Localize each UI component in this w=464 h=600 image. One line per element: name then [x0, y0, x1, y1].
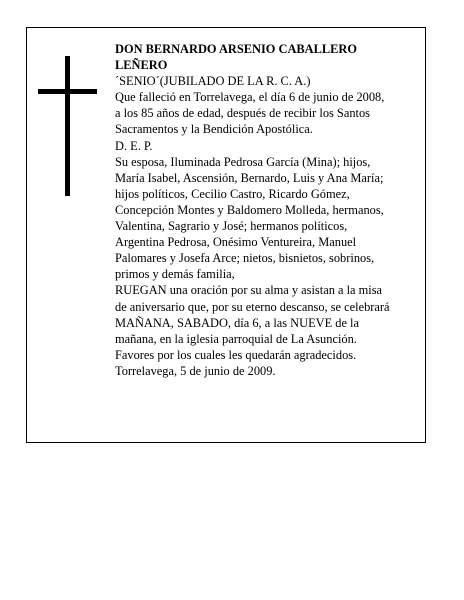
family-line: María Isabel, Ascensión, Bernardo, Luis y Ana María; [115, 170, 384, 185]
notice-text [115, 41, 421, 379]
deceased-name-line-2: LEÑERO [115, 58, 168, 73]
family-line: primos y demás familia, [115, 267, 235, 282]
request-line: mañana, en la iglesia parroquial de La Asunción. [115, 331, 357, 346]
dep-line: D. E. P. [115, 138, 153, 153]
cross-horizontal-bar [38, 89, 97, 94]
death-info-line: Sacramentos y la Bendición Apostólica. [115, 122, 313, 137]
family-line: Argentina Pedrosa, Onésimo Ventureira, Manuel [115, 235, 357, 250]
family-line: Su esposa, Iluminada Pedrosa García (Mina); hijos, [115, 154, 371, 169]
family-line: Valentina, Sagrario y José; hermanos políticos, [115, 219, 348, 234]
request-line: Favores por los cuales les quedarán agradecidos. [115, 347, 357, 362]
family-line: hijos políticos, Cecilio Castro, Ricardo Gómez, [115, 186, 350, 201]
closing-place-date: Torrelavega, 5 de junio de 2009. [115, 363, 276, 378]
cross-vertical-bar [65, 56, 70, 196]
death-info-line: a los 85 años de edad, después de recibir los Santos [115, 106, 370, 121]
family-line: Concepción Montes y Baldomero Molleda, hermanos, [115, 202, 384, 217]
request-line: de aniversario que, por su eterno descanso, se celebrará [115, 299, 390, 314]
deceased-name-line-1: DON BERNARDO ARSENIO CABALLERO [115, 42, 357, 56]
request-line: RUEGAN una oración por su alma y asistan a la misa [115, 283, 383, 298]
request-line: MAÑANA, SABADO, día 6, a las NUEVE de la [115, 315, 359, 330]
deceased-nickname: ´SENIO´(JUBILADO DE LA R. C. A.) [115, 74, 311, 89]
cross-icon [38, 56, 97, 196]
family-line: Palomares y Josefa Arce; nietos, bisnietos, sobrinos, [115, 251, 375, 266]
death-info-line: Que falleció en Torrelavega, el día 6 de junio de 2008, [115, 90, 385, 105]
